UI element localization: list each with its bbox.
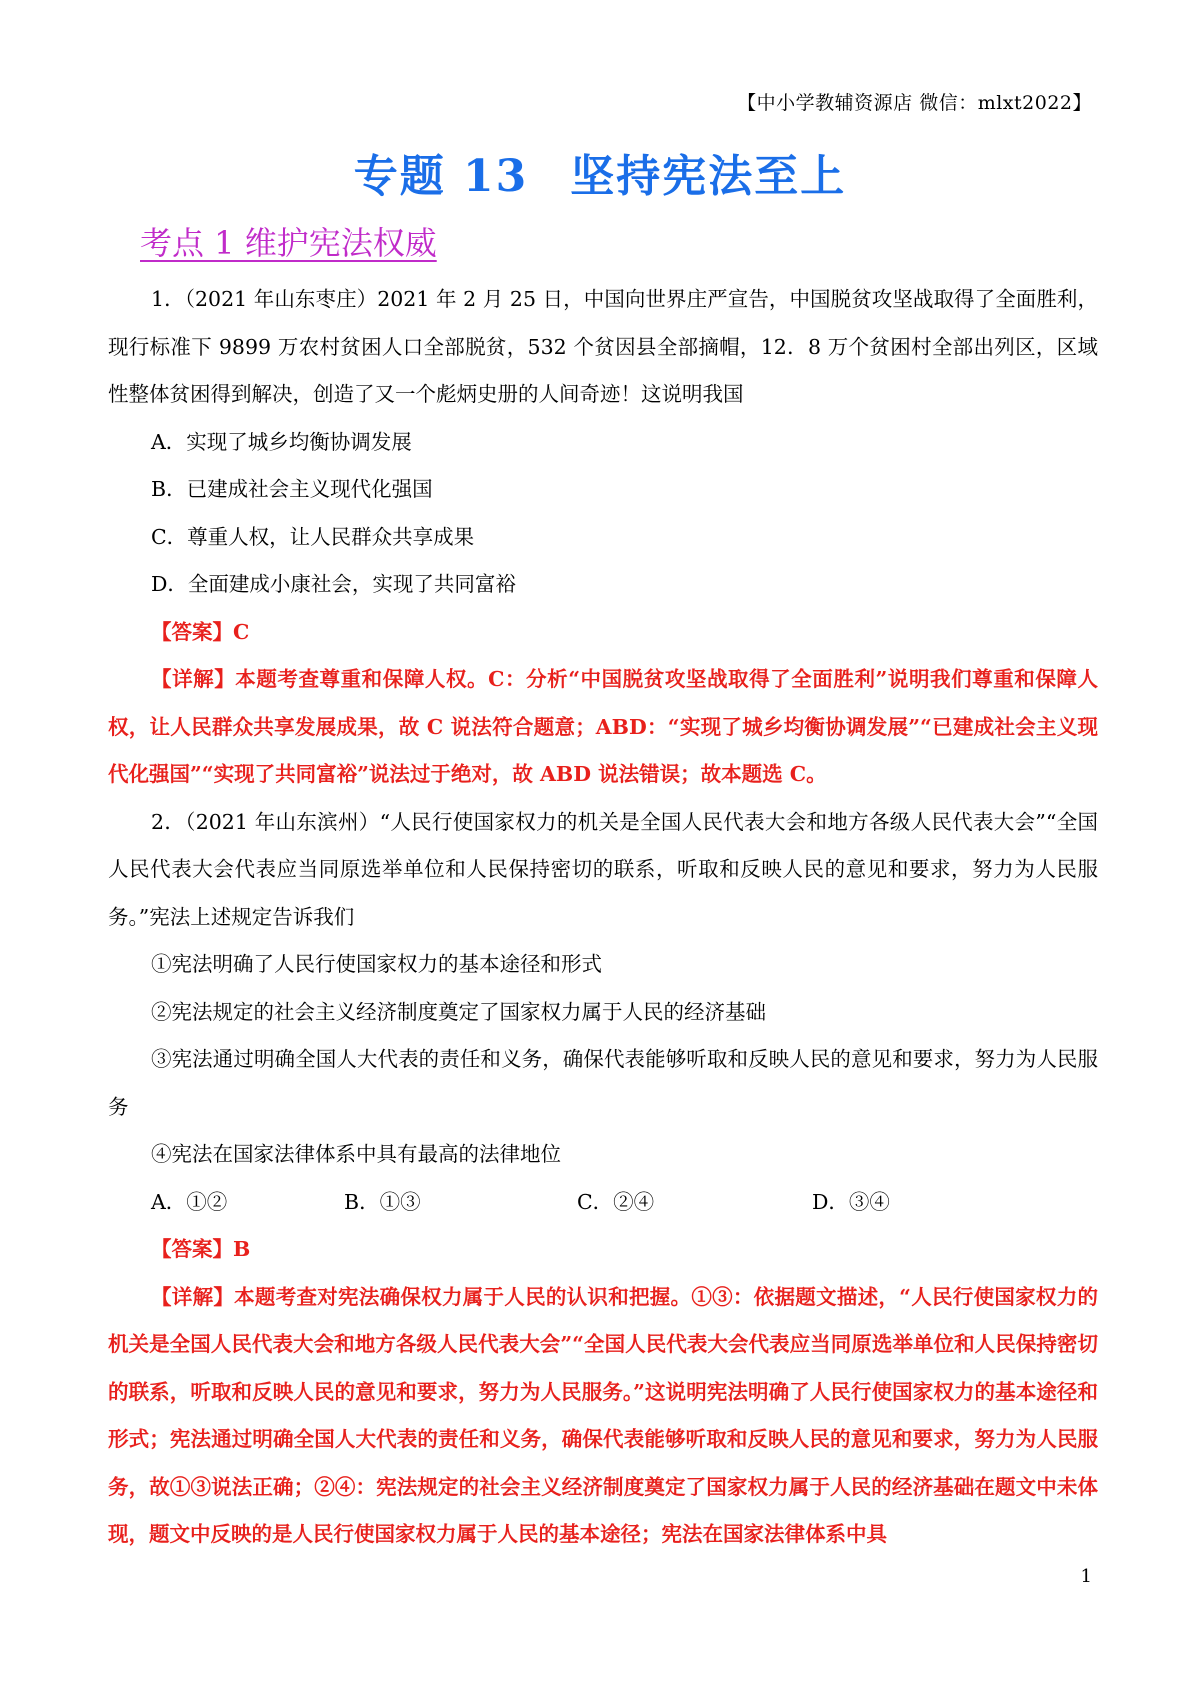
- question-2-answer: 【答案】B: [151, 1237, 251, 1261]
- question-2-option-b: B．①③: [344, 1189, 421, 1214]
- question-2-option-c: C．②④: [577, 1189, 655, 1214]
- page-number: 1: [1080, 1566, 1092, 1587]
- question-2-statement-2: ②宪法规定的社会主义经济制度奠定了国家权力属于人民的经济基础: [151, 999, 766, 1024]
- question-1-option-b: B．已建成社会主义现代化强国: [151, 477, 433, 501]
- section-heading: 考点 1 维护宪法权威: [140, 224, 437, 262]
- question-1-analysis: 【详解】本题考查尊重和保障人权。C：分析“中国脱贫攻坚战取得了全面胜利”说明我们尊重和保障人权，让人民群众共享发展成果，故 C 说法符合题意；ABD：“实现了城乡均衡协调发展”“已建成社会主义现代化强国”“实现了共同富裕”说法过于绝对，故 ABD 说法错误；故本题选 C。: [108, 667, 1098, 786]
- page-title: [0, 140, 1200, 204]
- title-topic-name: 坚持宪法至上: [570, 151, 847, 202]
- question-1-option-c: C．尊重人权，让人民群众共享成果: [151, 524, 475, 549]
- question-2-options: [108, 1179, 1098, 1227]
- question-2-statement-1: ①宪法明确了人民行使国家权力的基本途径和形式: [151, 952, 602, 976]
- question-2-statement-4: ④宪法在国家法律体系中具有最高的法律地位: [151, 1142, 561, 1166]
- question-1-answer: 【答案】C: [151, 619, 250, 644]
- question-2-option-d: D．③④: [812, 1189, 890, 1214]
- question-1-option-d: D．全面建成小康社会，实现了共同富裕: [151, 572, 516, 596]
- question-1-stem: 1．（2021 年山东枣庄）2021 年 2 月 25 日，中国向世界庄严宣告，中国脱贫攻坚战取得了全面胜利，现行标准下 9899 万农村贫困人口全部脱贫，532 个贫因县全部摘帽，12．8 万个贫困村全部出列区，区域性整体贫困得到解决，创造了又一个彪炳史册的人间奇迹！这说明我国: [108, 287, 1098, 406]
- question-2-analysis: 【详解】本题考查对宪法确保权力属于人民的认识和把握。①③：依据题文描述，“人民行使国家权力的机关是全国人民代表大会和地方各级人民代表大会”“全国人民代表大会代表应当同原选举单位和人民保持密切的联系，听取和反映人民的意见和要求，努力为人民服务。”这说明宪法明确了人民行使国家权力的基本途径和形式；宪法通过明确全国人大代表的责任和义务，确保代表能够听取和反映人民的意见和要求，努力为人民服务，故①③说法正确；②④：宪法规定的社会主义经济制度奠定了国家权力属于人民的经济基础在题文中未体现，题文中反映的是人民行使国家权力属于人民的基本途径；宪法在国家法律体系中具: [108, 1284, 1098, 1546]
- question-2-stem: 2．（2021 年山东滨州）“人民行使国家权力的机关是全国人民代表大会和地方各级人民代表大会”“全国人民代表大会代表应当同原选举单位和人民保持密切的联系，听取和反映人民的意见和要求，努力为人民服务。”宪法上述规定告诉我们: [108, 809, 1098, 929]
- document-body: [108, 276, 1098, 1559]
- question-1-option-a: A．实现了城乡均衡协调发展: [151, 429, 412, 454]
- question-2-option-a: A．①②: [151, 1189, 228, 1214]
- header-note: 【中小学教辅资源店 微信：mlxt2022】: [737, 92, 1092, 114]
- question-2-statement-3: ③宪法通过明确全国人大代表的责任和义务，确保代表能够听取和反映人民的意见和要求，努力为人民服务: [108, 1047, 1098, 1119]
- title-topic-number: 专题 13: [353, 151, 529, 202]
